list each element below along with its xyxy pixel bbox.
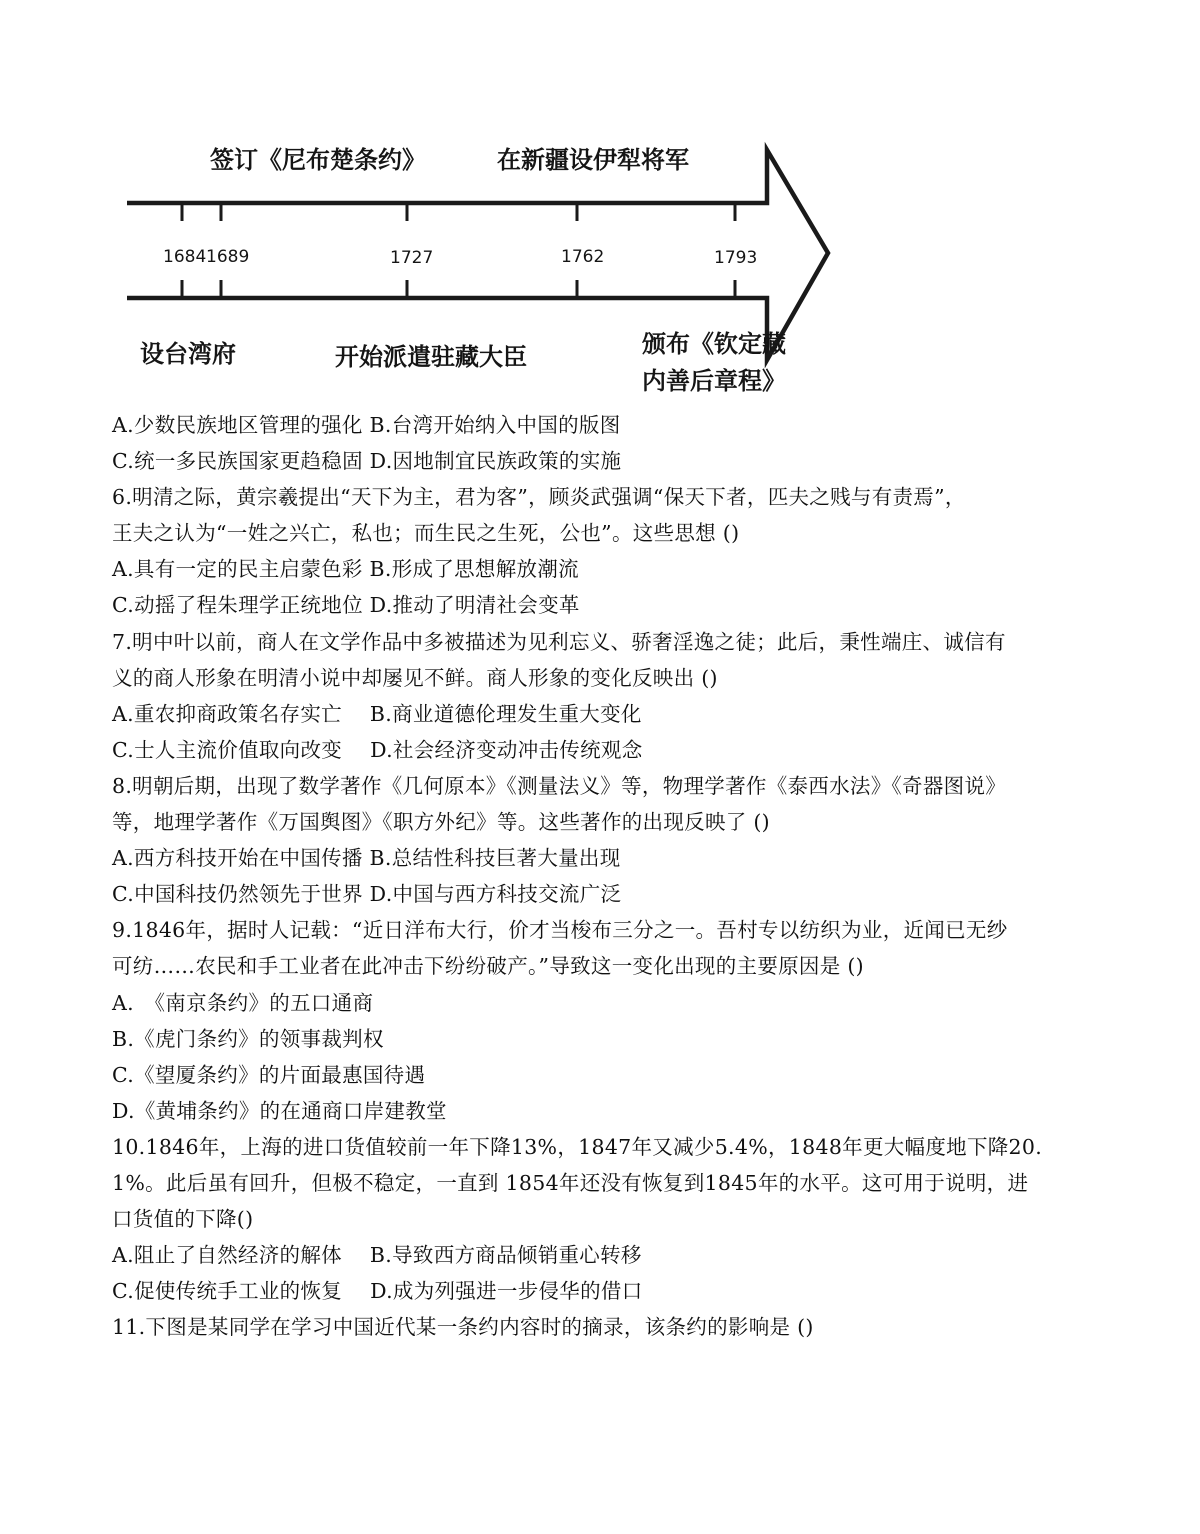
event-nerchinsk-treaty: 签订《尼布楚条约》 — [210, 146, 426, 174]
q9-option-a: A. 《南京条约》的五口通商 — [112, 990, 374, 1015]
q7-option-a: A.重农抑商政策名存实亡 — [112, 701, 342, 726]
year-1689: 1689 — [206, 247, 250, 267]
q6-stem-line1: 6.明清之际，黄宗羲提出“天下为主，君为客”，顾炎武强调“保天下者，匹夫之贱与有责焉”， — [112, 485, 966, 510]
q10-option-c: C.促使传统手工业的恢复 — [112, 1279, 343, 1304]
q8-stem-line2: 等，地理学著作《万国舆图》《职方外纪》等。这些著作的出现反映了 () — [112, 810, 770, 835]
q10-options-ab — [112, 1237, 1112, 1273]
q9-option-c: C.《望厦条约》的片面最惠国待遇 — [112, 1062, 426, 1087]
q8-stem-line1: 8.明朝后期，出现了数学著作《几何原本》《测量法义》等，物理学著作《泰西水法》《奇器图说》 — [112, 773, 1007, 798]
q10-stem-line3: 口货值的下降() — [112, 1207, 254, 1232]
q5-options-ab: A.少数民族地区管理的强化 B.台湾开始纳入中国的版图 — [112, 413, 621, 437]
q7-stem-line2: 义的商人形象在明清小说中却屡见不鲜。商人形象的变化反映出 () — [112, 665, 718, 690]
q7-stem-line1: 7.明中叶以前，商人在文学作品中多被描述为见利忘义、骄奢淫逸之徒；此后，秉性端庄、诚信有 — [112, 629, 1006, 654]
q7-options-cd — [112, 732, 1112, 768]
q10-option-a: A.阻止了自然经济的解体 — [112, 1243, 342, 1268]
event-ili-general: 在新疆设伊犁将军 — [497, 146, 689, 174]
q7-option-b: B.商业道德伦理发生重大变化 — [369, 701, 642, 726]
question-list — [112, 407, 1112, 1345]
q9-stem-line1: 9.1846年，据时人记载：“近日洋布大行，价才当梭布三分之一。吾村专以纺织为业，近闻已无纱 — [112, 918, 1008, 943]
q5-options-cd: C.统一多民族国家更趋稳固 D.因地制宜民族政策的实施 — [112, 449, 622, 474]
year-1727: 1727 — [390, 248, 434, 268]
q6-stem-line2: 王夫之认为“一姓之兴亡，私也；而生民之生死，公也”。这些思想 () — [112, 521, 740, 546]
q8-options-ab: A.西方科技开始在中国传播 B.总结性科技巨著大量出现 — [112, 846, 621, 871]
q10-stem-line1: 10.1846年，上海的进口货值较前一年下降13%，1847年又减少5.4%，1848年更大幅度地下降20. — [112, 1134, 1043, 1159]
event-taiwan-prefecture: 设台湾府 — [140, 340, 236, 368]
q7-option-d: D.社会经济变动冲击传统观念 — [370, 737, 643, 762]
q10-option-b: B.导致西方商品倾销重心转移 — [369, 1243, 642, 1268]
year-1793: 1793 — [714, 248, 758, 268]
q10-options-cd — [112, 1273, 1112, 1309]
timeline-figure — [110, 135, 840, 405]
event-tibet-regulations-line1: 颁布《钦定藏 — [642, 330, 786, 358]
q7-options-ab — [112, 696, 1112, 732]
q10-option-d: D.成为列强进一步侵华的借口 — [370, 1279, 643, 1304]
q7-option-c: C.士人主流价值取向改变 — [112, 737, 343, 762]
q10-stem-line2: 1%。此后虽有回升，但极不稳定，一直到 1854年还没有恢复到1845年的水平。这可用于说明，进 — [112, 1170, 1029, 1195]
year-1684: 1684 — [163, 247, 207, 267]
year-1762: 1762 — [561, 247, 605, 267]
q9-option-b: B.《虎门条约》的领事裁判权 — [112, 1026, 384, 1051]
q11-stem-line1: 11.下图是某同学在学习中国近代某一条约内容时的摘录，该条约的影响是 () — [112, 1315, 814, 1340]
event-tibet-regulations-line2: 内善后章程》 — [642, 367, 786, 395]
q9-stem-line2: 可纺……农民和手工业者在此冲击下纷纷破产。”导致这一变化出现的主要原因是 () — [112, 954, 864, 979]
q6-options-cd: C.动摇了程朱理学正统地位 D.推动了明清社会变革 — [112, 593, 580, 618]
q9-option-d: D.《黄埔条约》的在通商口岸建教堂 — [112, 1098, 447, 1123]
event-tibet-ministers: 开始派遣驻藏大臣 — [335, 343, 527, 371]
q8-options-cd: C.中国科技仍然领先于世界 D.中国与西方科技交流广泛 — [112, 882, 622, 907]
q6-options-ab: A.具有一定的民主启蒙色彩 B.形成了思想解放潮流 — [112, 557, 579, 582]
